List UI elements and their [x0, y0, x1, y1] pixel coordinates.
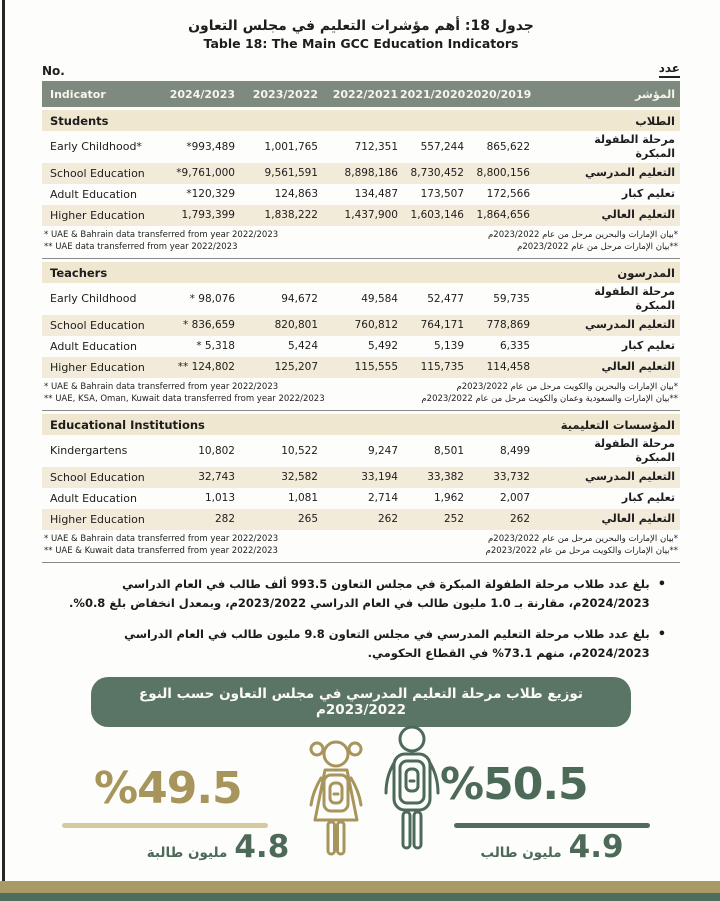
table-row: [42, 131, 680, 163]
section-title-en: Students: [50, 113, 109, 128]
row-value: 33,732: [493, 471, 530, 483]
row-value: 557,244: [420, 140, 464, 153]
row-value: 8,499: [499, 444, 530, 457]
table-header-row: [42, 81, 680, 107]
row-value: 59,735: [493, 292, 530, 305]
female-count: 4.8: [234, 828, 290, 865]
row-value: *120,329: [186, 188, 235, 200]
page-title-en: Table 18: The Main GCC Education Indicators: [203, 36, 519, 51]
table-row: [42, 184, 680, 205]
row-value: 820,801: [274, 319, 318, 331]
footnote-ar: *بيان الإمارات والبحرين مرحل من عام 2023/2022م: [488, 533, 678, 544]
bullet-item: [42, 625, 666, 663]
row-value: 8,730,452: [410, 167, 464, 179]
row-label-en: Higher Education: [50, 512, 145, 526]
row-value: 114,458: [486, 361, 530, 373]
section-title-ar: المدرسون: [617, 265, 675, 280]
footnotes-en: [44, 381, 325, 407]
bullet-item: [42, 575, 666, 613]
row-label-ar: التعليم العالي: [601, 360, 675, 374]
row-value: 865,622: [486, 140, 530, 153]
footnote-en: ** UAE & Kuwait data transferred from year 2022/2023: [44, 546, 278, 557]
row-label-en: Adult Education: [50, 187, 137, 201]
bullet-marker: •: [657, 577, 666, 592]
footnotes-ar: [486, 533, 678, 559]
section-rows: [42, 435, 680, 530]
girl-student-icon: [304, 737, 368, 861]
table-section: [42, 110, 680, 259]
footnotes-ar: [421, 381, 678, 407]
row-label-en: Higher Education: [50, 360, 145, 374]
row-value: 94,672: [281, 292, 318, 305]
female-percent: %49.5: [94, 762, 242, 814]
row-value: 125,207: [274, 361, 318, 373]
row-value: 6,335: [499, 340, 530, 352]
row-value: 10,802: [198, 444, 235, 457]
footnotes-en: [44, 229, 278, 255]
row-value: 1,437,900: [344, 209, 398, 221]
row-value: 115,555: [354, 361, 398, 373]
section-header-row: [42, 414, 680, 435]
row-label-ar: التعليم العالي: [601, 208, 675, 222]
row-value: 1,603,146: [410, 209, 464, 221]
section-rows: [42, 283, 680, 378]
row-value: 778,869: [486, 319, 530, 331]
male-unit: مليون طالب: [480, 844, 562, 861]
table-row: [42, 435, 680, 467]
row-value: 1,013: [204, 492, 235, 504]
footnote-ar: *بيان الإمارات والبحرين والكويت مرحل من عام 2023/2022م: [456, 381, 678, 392]
row-label-en: Kindergartens: [50, 444, 128, 458]
row-label-ar: التعليم العالي: [601, 512, 675, 526]
row-label-en: Higher Education: [50, 208, 145, 222]
header-year: 2020/2019: [466, 87, 532, 101]
row-label-ar: تعليم كبار: [621, 339, 675, 353]
row-value: 8,501: [433, 444, 464, 457]
header-indicator-ar: المؤشر: [635, 87, 675, 101]
row-value: 49,584: [361, 292, 398, 305]
header-year: 2024/2023: [169, 87, 235, 101]
row-value: 764,171: [420, 319, 464, 331]
row-value: 1,962: [433, 492, 464, 504]
row-value: * 836,659: [182, 319, 235, 331]
row-value: 5,492: [367, 340, 398, 352]
row-value: 2,007: [499, 492, 530, 504]
footnotes-ar: [488, 229, 678, 255]
row-value: *993,489: [186, 140, 235, 153]
count-label-ar: عدد: [659, 61, 680, 78]
footer-green-bar: [0, 893, 720, 901]
row-value: 760,812: [354, 319, 398, 331]
row-value: 10,522: [281, 444, 318, 457]
table-section: [42, 414, 680, 563]
row-label-ar: التعليم المدرسي: [585, 166, 675, 180]
male-bar: [454, 823, 650, 828]
table-row: [42, 357, 680, 378]
table-section: [42, 262, 680, 411]
row-value: 8,898,186: [344, 167, 398, 179]
row-value: 1,001,765: [264, 140, 318, 153]
row-value: 712,351: [354, 140, 398, 153]
row-label-ar: مرحلة الطفولة المبكرة: [594, 285, 675, 312]
units-row: [42, 61, 680, 78]
row-value: 1,793,399: [181, 209, 235, 221]
table-row: [42, 509, 680, 530]
row-label-en: Adult Education: [50, 339, 137, 353]
footnotes-en: [44, 533, 278, 559]
row-label-ar: مرحلة الطفولة المبكرة: [594, 133, 675, 160]
gender-infographic: [42, 731, 680, 899]
row-value: 265: [297, 513, 318, 525]
section-footnotes: [42, 530, 680, 560]
section-header-row: [42, 262, 680, 283]
row-value: 1,081: [287, 492, 318, 504]
section-footnotes: [42, 378, 680, 408]
row-label-ar: التعليم المدرسي: [585, 470, 675, 484]
male-percent: %50.5: [440, 758, 588, 810]
row-label-ar: تعليم كبار: [621, 187, 675, 201]
header-year: 2022/2021: [332, 87, 398, 101]
row-value: *9,761,000: [176, 167, 235, 179]
section-rows: [42, 131, 680, 226]
header-indicator-en: Indicator: [50, 87, 106, 101]
footnote-en: ** UAE data transferred from year 2022/2023: [44, 242, 238, 253]
row-label-en: School Education: [50, 166, 145, 180]
row-label-en: School Education: [50, 470, 145, 484]
section-title-en: Teachers: [50, 265, 108, 280]
page-title-block: [42, 0, 680, 51]
female-bar: [62, 823, 268, 828]
row-value: 2,714: [367, 492, 398, 504]
row-value: 9,561,591: [264, 167, 318, 179]
footnote-en: * UAE & Bahrain data transferred from year 2022/2023: [44, 229, 279, 240]
row-value: 52,477: [427, 292, 464, 305]
table-row: [42, 488, 680, 509]
row-value: 282: [214, 513, 235, 525]
footnote-ar: **بيان الإمارات والكويت مرحل من عام 2023/2022م: [485, 545, 678, 556]
row-value: 172,566: [486, 188, 530, 200]
footnote-ar: **بيان الإمارات والسعودية وعمان والكويت مرحل من عام 2023/2022م: [421, 393, 678, 404]
row-value: 5,424: [287, 340, 318, 352]
row-value: 173,507: [420, 188, 464, 200]
row-value: 9,247: [367, 444, 398, 457]
table-row: [42, 336, 680, 357]
header-year: 2021/2020: [400, 87, 466, 101]
table-row: [42, 205, 680, 226]
row-label-en: Early Childhood*: [50, 140, 142, 154]
section-title-ar: الطلاب: [635, 113, 675, 128]
section-title-ar: المؤسسات التعليمية: [560, 417, 675, 432]
row-value: * 5,318: [196, 340, 235, 352]
row-value: 32,582: [281, 471, 318, 483]
row-label-en: School Education: [50, 318, 145, 332]
row-label-en: Adult Education: [50, 491, 137, 505]
no-label: No.: [42, 64, 65, 78]
scan-edge: [2, 0, 5, 901]
female-unit: مليون طالبة: [146, 844, 228, 861]
row-label-en: Early Childhood: [50, 292, 137, 306]
boy-student-icon: [380, 725, 444, 861]
indicators-table: [42, 81, 680, 563]
bullet-text: بلغ عدد طلاب مرحلة التعليم المدرسي في مجلس التعاون 9.8 مليون طالب في العام الدراسي 2024/2023م، منهم 73.1% في القطاع الحكومي.: [124, 626, 650, 660]
section-footnotes: [42, 226, 680, 256]
row-label-ar: مرحلة الطفولة المبكرة: [594, 437, 675, 464]
page-title-ar: جدول 18: أهم مؤشرات التعليم في مجلس التعاون: [188, 18, 534, 34]
bullet-text: بلغ عدد طلاب مرحلة الطفولة المبكرة في مجلس التعاون 993.5 ألف طالب في العام الدراسي 2024/2023م، مقارنة بـ 1.0 مليون طالب في العام الدراسي 2023/2022م، وبمعدل انخفاض بلغ 0.8%.: [69, 577, 650, 610]
row-value: 32,743: [198, 471, 235, 483]
report-page: [42, 0, 680, 899]
section-title-en: Educational Institutions: [50, 417, 205, 432]
row-value: 252: [443, 513, 464, 525]
footer-gold-bar: [0, 881, 720, 893]
footnote-ar: **بيان الإمارات مرحل من عام 2023/2022م: [517, 241, 678, 252]
row-value: 33,382: [427, 471, 464, 483]
row-value: 262: [377, 513, 398, 525]
male-count: 4.9: [568, 828, 624, 865]
table-row: [42, 315, 680, 336]
row-value: 5,139: [433, 340, 464, 352]
female-count-row: [128, 829, 308, 865]
table-sections: [42, 110, 680, 563]
section-header-row: [42, 110, 680, 131]
row-value: ** 124,802: [177, 361, 235, 373]
row-value: 33,194: [361, 471, 398, 483]
footnote-en: ** UAE, KSA, Oman, Kuwait data transferred from year 2022/2023: [44, 394, 325, 405]
row-value: 115,735: [420, 361, 464, 373]
male-count-row: [466, 829, 638, 865]
banner-title: توزيع طلاب مرحلة التعليم المدرسي في مجلس التعاون حسب النوع 2023/2022م: [91, 677, 631, 727]
table-row: [42, 467, 680, 488]
row-label-ar: التعليم المدرسي: [585, 318, 675, 332]
row-value: 8,800,156: [476, 167, 530, 179]
footnote-ar: *بيان الإمارات والبحرين مرحل من عام 2023/2022م: [488, 229, 678, 240]
row-label-ar: تعليم كبار: [621, 491, 675, 505]
bullets-list: [42, 575, 680, 663]
footnote-en: * UAE & Bahrain data transferred from year 2022/2023: [44, 381, 279, 392]
table-row: [42, 283, 680, 315]
row-value: 262: [509, 513, 530, 525]
row-value: 124,863: [274, 188, 318, 200]
footnote-en: * UAE & Bahrain data transferred from year 2022/2023: [44, 533, 279, 544]
row-value: 1,838,222: [264, 209, 318, 221]
row-value: 1,864,656: [476, 209, 530, 221]
table-row: [42, 163, 680, 184]
row-value: 134,487: [354, 188, 398, 200]
header-year: 2023/2022: [252, 87, 318, 101]
row-value: * 98,076: [189, 292, 235, 305]
bullet-marker: •: [657, 626, 666, 642]
